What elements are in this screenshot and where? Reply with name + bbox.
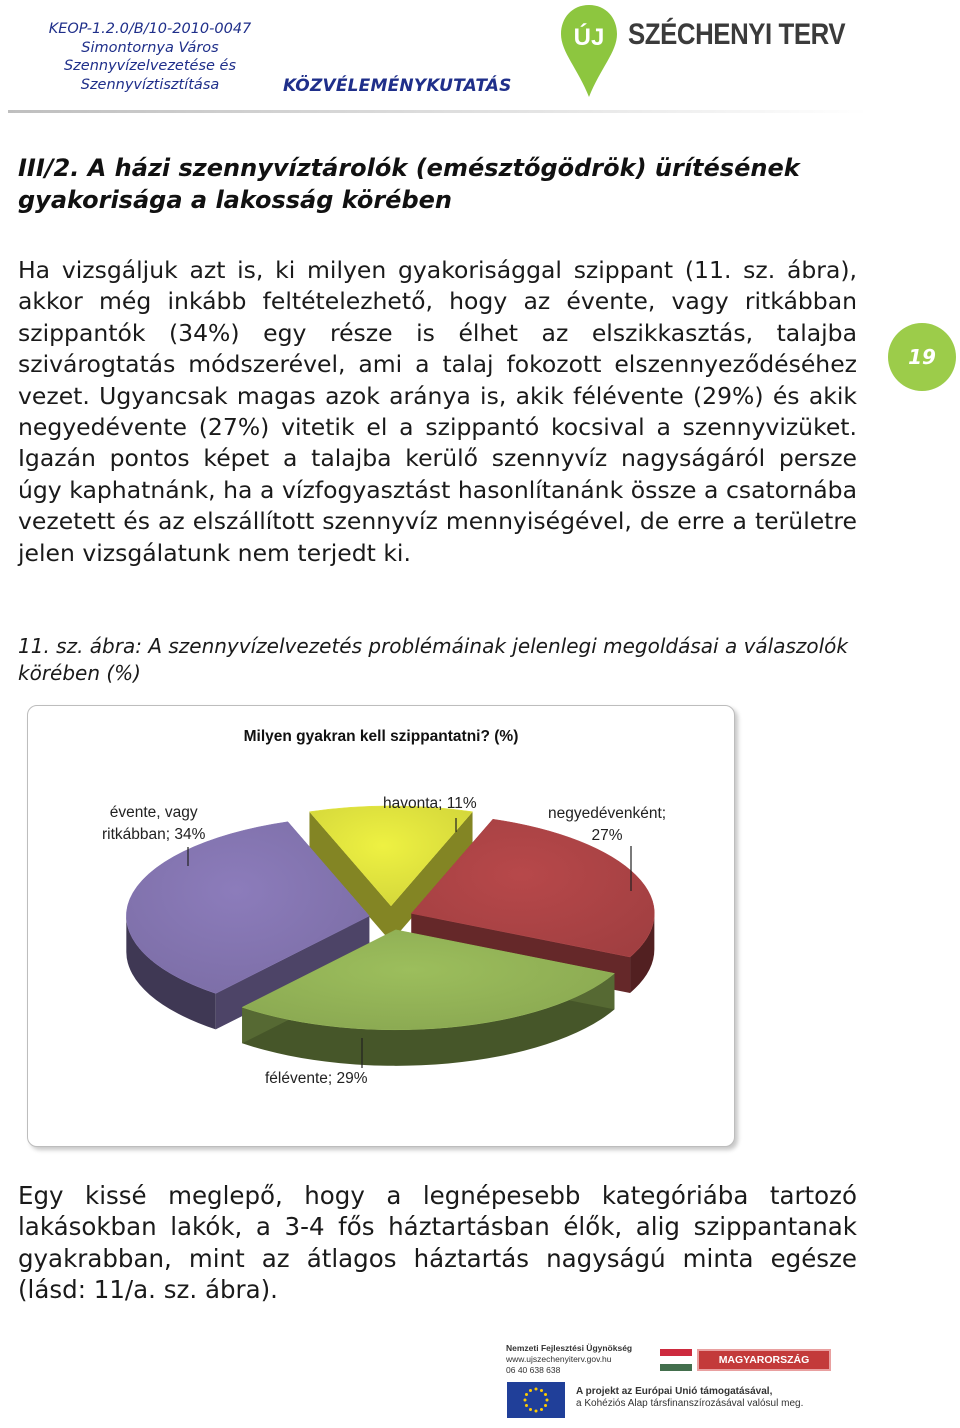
agency-url[interactable]: www.ujszechenyiterv.gov.hu: [506, 1354, 612, 1364]
agency-phone: 06 40 638 638: [506, 1365, 561, 1375]
project-info: [30, 20, 270, 94]
eu-star: [529, 1408, 532, 1411]
project-code: KEOP-1.2.0/B/10-2010-0047: [48, 21, 252, 37]
funding-note: [576, 1386, 856, 1410]
section-heading: III/2. A házi szennyvíztárolók (emésztőgödrök) ürítésének gyakorisága a lakosság körében: [18, 154, 800, 214]
eu-flag-icon: [507, 1382, 565, 1418]
closing-paragraph: Egy kissé meglepő, hogy a legnépesebb kategóriába tartozó lakásokban lakók, a 3-4 fős háztartásban élők, alig szippantanak gyakrabban, mint az átlagos háztartás nagyságú minta egésze (lásd: 11/a. sz. ábra).: [18, 1181, 857, 1305]
page-number: 19: [908, 345, 936, 369]
project-town: Simontornya Város: [81, 39, 219, 56]
magyarorszag-megujul-banner: MAGYARORSZÁG MEGÚJUL: [697, 1349, 831, 1371]
szechenyi-terv-logo-text: SZÉCHENYI TERV: [628, 18, 846, 51]
body-paragraph: Ha vizsgáljuk azt is, ki milyen gyakorisággal szippant (11. sz. ábra), akkor még inkább feltételezhető, hogy az évente, vagy ritkábban szippantók (34%) egy része is élhet az elszikkasztás, talajba szivárogtatás módszerével, ami a talaj fokozott elszennyeződéséhez vezet. Ugyancsak magas azok aránya is, akik félévente (29%) és akik negyedévente (27%) vitetik el a szippantó kocsival a szennyvizüket. Igazán pontos képet a talajba kerülő szennyvíz nagyságáról persze úgy kaphatnánk, ha a vízfogyasztást hasonlítanánk össze a csatornába vezetett és az elszállított szennyvíz mennyiségével, de erre a területre jelen vizsgálatunk nem terjedt ki.: [18, 256, 857, 567]
agency-block: [506, 1343, 646, 1376]
slice-label-evente: évente, vagy ritkábban; 34%: [102, 804, 206, 843]
header-divider: [8, 110, 868, 113]
eu-star: [544, 1404, 547, 1407]
eu-star: [525, 1393, 528, 1396]
slice-label-felevente: félévente; 29%: [265, 1070, 368, 1087]
eu-star: [529, 1389, 532, 1392]
project-subject-line-1: Szennyvízelvezetése és: [63, 58, 237, 74]
eu-star: [525, 1404, 528, 1407]
agency-name: Nemzeti Fejlesztési Ügynökség: [506, 1343, 633, 1353]
eu-star: [524, 1399, 527, 1402]
slice-label-negyedevenkent: negyedévenként; 27%: [548, 805, 667, 844]
eu-star: [544, 1393, 547, 1396]
pie-chart: [27, 705, 735, 1147]
logo-mark: ÚJ: [573, 24, 605, 51]
project-subject-line-2: Szennyvíztisztítása: [80, 76, 220, 93]
slice-label-havonta: havonta; 11%: [383, 795, 477, 812]
funding-note-line-1: A projekt az Európai Unió támogatásával,: [576, 1386, 773, 1397]
szechenyi-pin-logo: [558, 3, 620, 99]
page-number-badge: [888, 323, 956, 391]
eu-star: [540, 1408, 543, 1411]
figure-caption: 11. sz. ábra: A szennyvízelvezetés problémáinak jelenlegi megoldásai a válaszolók körében (%): [18, 634, 848, 685]
funding-note-line-2: a Kohéziós Alap társfinanszírozásával valósul meg.: [576, 1398, 804, 1409]
hungarian-flag-icon: [660, 1349, 692, 1371]
chart-title: Milyen gyakran kell szippantatni? (%): [243, 728, 519, 745]
eu-star: [535, 1410, 538, 1413]
pie-chart-canvas: [28, 706, 734, 1146]
eu-star: [540, 1389, 543, 1392]
eu-star: [535, 1388, 538, 1391]
eu-star: [546, 1399, 549, 1402]
survey-title: KÖZVÉLEMÉNYKUTATÁS: [283, 76, 512, 96]
